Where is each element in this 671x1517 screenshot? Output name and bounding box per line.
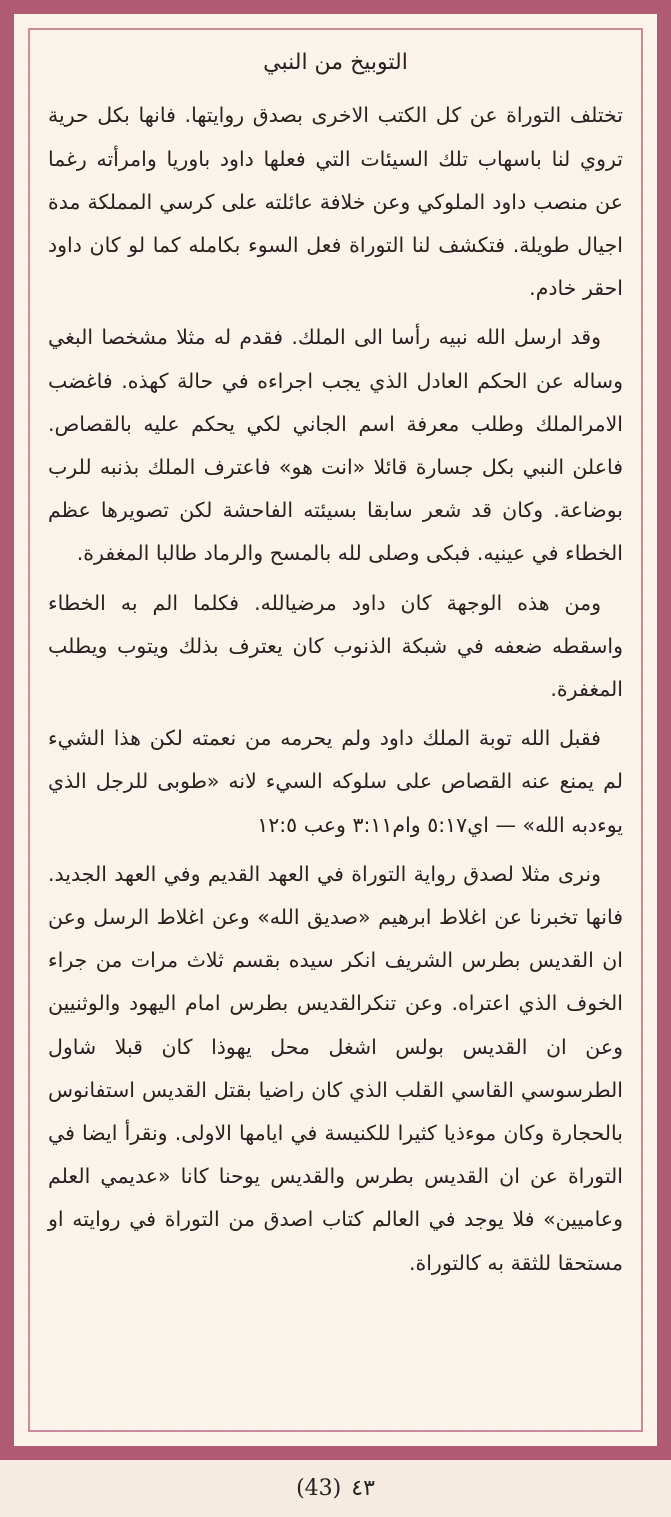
page-number-latin: (43) [296,1476,342,1501]
page-title: التوبيخ من النبي [263,50,408,75]
paragraph-3: ومن هذه الوجهة كان داود مرضيالله. فكلما الم به الخطاء واسقطه ضعفه في شبكة الذنوب كان يعترف بذلك ويتوب ويطلب المغفرة. [48,590,623,702]
paragraph-4: فقبل الله توبة الملك داود ولم يحرمه من نعمته لكن هذا الشيء لم يمنع عنه القصاص على سلوكه السيء لانه «طوبى للرجل الذي يوءدبه الله» — اي٥:١٧ وام٣:١١ وعب ١٢:٥ [48,726,623,837]
page-number-arabic: ٤٣ [351,1476,375,1501]
paragraph-5: ونرى مثلا لصدق رواية التوراة في العهد القديم وفي العهد الجديد. فانها تخبرنا عن اغلاط ابرهيم «صديق الله» وعن اغلاط الرسل وعن ان القديس بطرس الشريف انكر سيده بقسم ثلاث مرات من جراء الخوف الذي اعتراه. وعن تنكرالقديس بطرس امام اليهود والوثنيين وعن ان القديس بولس اشغل محل يهوذا كان قبلا شاول الطرسوسي القاسي القلب الذي كان راضيا بقتل القديس استفانوس بالحجارة وكان موءذيا كثيرا للكنيسة في ايامها الاولى. ونقرأ ايضا في التوراة عن ان القديس بطرس والقديس يوحنا كانا «عديمي العلم وعاميين» فلا يوجد في العالم كتاب اصدق من التوراة في روايته او مستحقا للثقة به كالتوراة. [48,861,623,1275]
page-content [48,48,623,1412]
paragraph-1: تختلف التوراة عن كل الكتب الاخرى بصدق روايتها. فانها بكل حرية تروي لنا باسهاب تلك السيئات التي فعلها داود باوريا وامرأته رغما عن منصب داود الملوكي وعن خلافة عائلته على كرسي المملكة مدة اجيال طويلة. فتكشف لنا التوراة فعل السوء بكامله كما لو كان داود احقر خادم. [48,103,623,301]
page-number-footer [0,1460,671,1517]
paragraph-2: وقد ارسل الله نبيه رأسا الى الملك. فقدم له مثلا مشخصا البغي وساله عن الحكم العادل الذي يجب اجراءه في حالة كهذه. فاغضب الامرالملك وطلب معرفة اسم الجاني لكي يحكم عليه بالقصاص. فاعلن النبي بكل جسارة قائلا «انت هو» فاعترف الملك بذنبه للرب بوضاعة. وكان قد شعر سابقا بسيئته الفاحشة لكن تصويرها عظم الخطاء في عينيه. فبكى وصلى لله بالمسح والرماد طالبا المغفرة. [48,325,623,566]
